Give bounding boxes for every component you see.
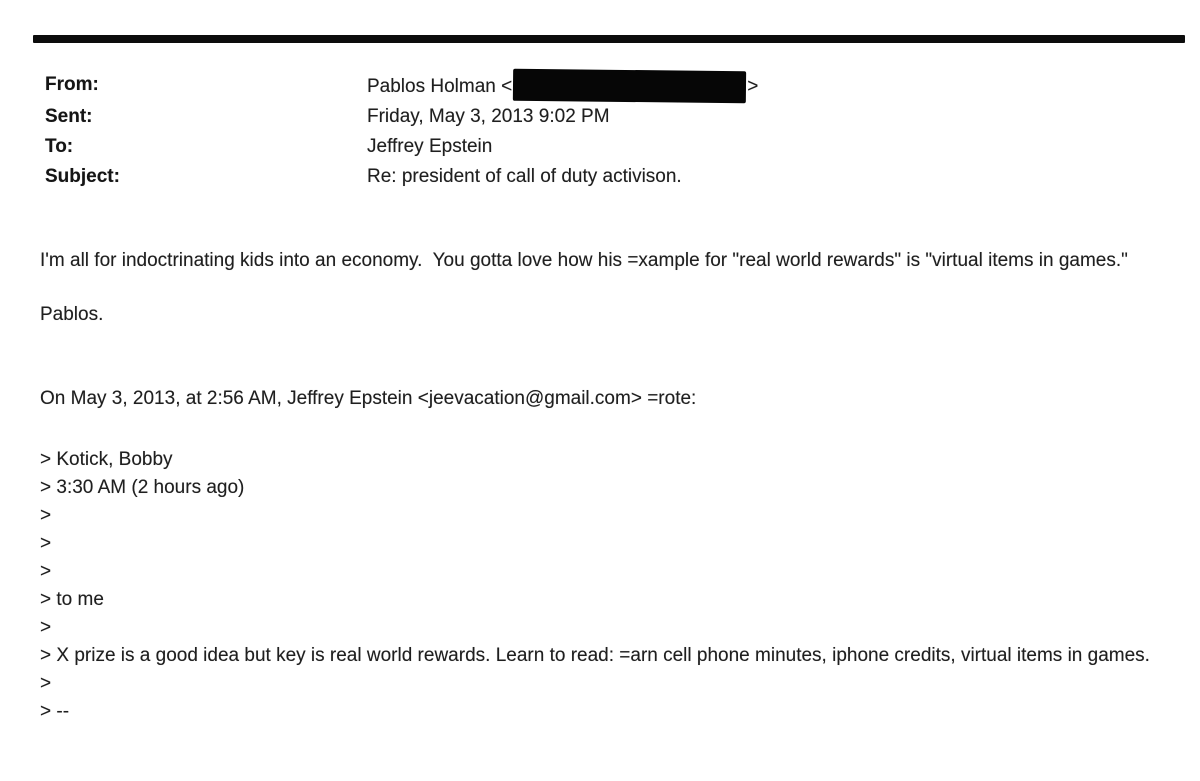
- header-field-value: Re: president of call of duty activison.: [367, 166, 682, 187]
- email-header: [45, 70, 1200, 192]
- header-field-value: [367, 70, 758, 102]
- quoted-line: >: [40, 617, 52, 638]
- header-field-value: Jeffrey Epstein: [367, 136, 493, 157]
- quoted-line: >: [40, 505, 52, 526]
- quoted-line: > to me: [40, 589, 104, 610]
- from-value-suffix: >: [747, 76, 759, 97]
- from-value-prefix: Pablos Holman <: [367, 76, 513, 97]
- header-field-label: To:: [45, 136, 74, 157]
- body-paragraph: I'm all for indoctrinating kids into an economy. You gotta love how his =xample for "real world rewards" is "virtual items in games.": [40, 250, 1128, 271]
- quoted-line: >: [40, 561, 52, 582]
- quoted-line: > --: [40, 701, 70, 722]
- quoted-block: [40, 446, 1175, 726]
- header-field-label: Sent:: [45, 106, 93, 127]
- header-field-row-from: [45, 70, 1200, 102]
- quoted-line: >: [40, 673, 52, 694]
- header-field-row-sent: [45, 102, 1200, 132]
- header-field-row-to: [45, 132, 1200, 162]
- header-field-label: From:: [45, 74, 99, 95]
- email-document: [0, 35, 1200, 781]
- redaction-bar: [513, 69, 746, 103]
- header-field-label: Subject:: [45, 166, 120, 187]
- quoted-line: > 3:30 AM (2 hours ago): [40, 477, 245, 498]
- header-field-value: Friday, May 3, 2013 9:02 PM: [367, 106, 610, 127]
- header-field-row-subject: [45, 162, 1200, 192]
- quoted-line: >: [40, 533, 52, 554]
- top-rule: [33, 35, 1185, 43]
- quoted-line: > X prize is a good idea but key is real world rewards. Learn to read: =arn cell phone minutes, iphone credits, virtual items in games.: [40, 645, 1150, 666]
- quote-attribution: On May 3, 2013, at 2:56 AM, Jeffrey Epstein <jeevacation@gmail.com> =rote:: [40, 388, 697, 409]
- quoted-line: > Kotick, Bobby: [40, 449, 173, 470]
- signature: Pablos.: [40, 304, 104, 325]
